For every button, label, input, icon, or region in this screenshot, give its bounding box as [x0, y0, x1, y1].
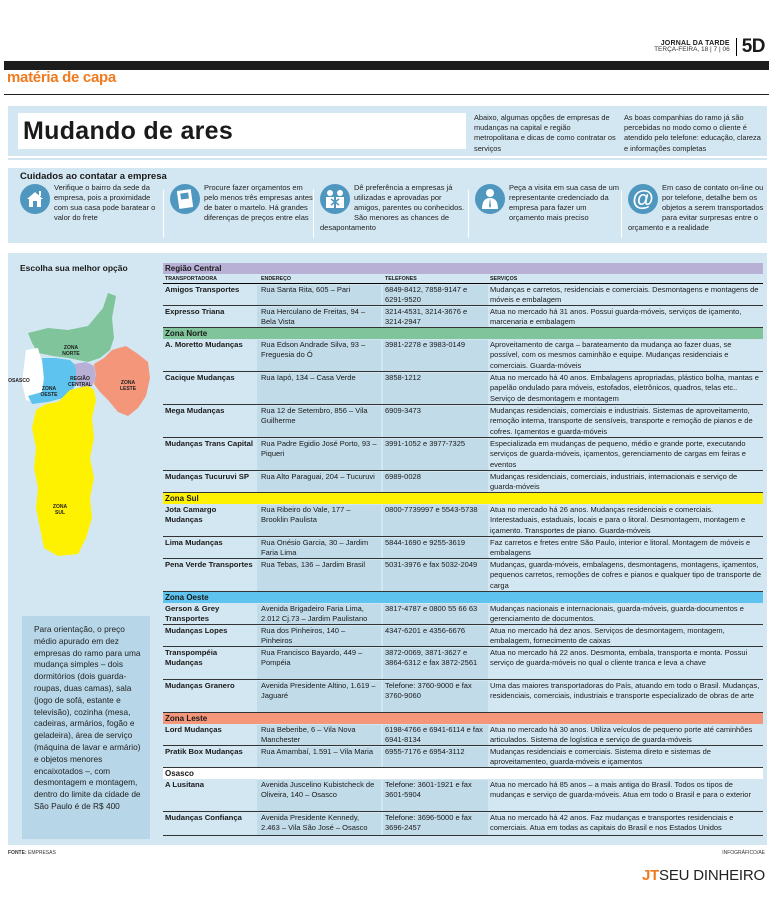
at-sign-icon: @ [628, 184, 658, 214]
company-phones: 3858-1212 [385, 373, 421, 382]
zone-header: Zona Sul [163, 493, 763, 504]
company-address: Rua 12 de Setembro, 856 – Vila Guilherme [261, 406, 368, 426]
section-title: matéria de capa [7, 69, 116, 86]
tip-text: Procure fazer orçamentos em pelo menos três empresas antes de bater o martelo. Há grandes diferenças de preços entre elas [204, 183, 313, 223]
company-address: Rua Beberibe, 6 – Vila Nova Manchester [261, 725, 356, 745]
company-phones: 6955-7176 e 6954-3112 [385, 747, 465, 756]
issue-date: TERÇA-FEIRA, 18 | 7 | 06 [654, 46, 730, 54]
company-address: Rua Edson Andrade Silva, 93 – Freguesia do Ó [261, 340, 366, 360]
zone-header: Zona Oeste [163, 592, 763, 603]
zone-header: Zona Leste [163, 713, 763, 724]
company-phones: 6989-0028 [385, 472, 421, 481]
company-services: Uma das maiores transportadoras do País, atuando em todo o Brasil. Mudanças, residenciais, comerciais, industriais e transporte especializado de obras de arte [490, 681, 760, 701]
table-row [163, 746, 763, 768]
table-row [163, 438, 763, 471]
masthead [654, 36, 765, 58]
company-name: Mega Mudanças [165, 406, 225, 415]
company-phones: 6198-4766 e 6941-6114 e fax 6941-8134 [385, 725, 483, 745]
company-services: Atua no mercado há 22 anos. Desmonta, embala, transporta e monta. Possui serviço de guarda-móveis no qual o cliente tranca e leva a chave [490, 648, 748, 668]
map-title: Escolha sua melhor opção [20, 263, 128, 273]
section-divider [4, 94, 769, 95]
source-note [8, 850, 56, 856]
column-header: SERVIÇOS [490, 276, 518, 282]
company-services: Mudanças residenciais e comerciais. Sistema direto e sistemas de aproveitamenteo, guarda-móveis e içamentos [490, 747, 711, 767]
company-address: Avenida Brigadeiro Faria Lima, 2.012 Cj.73 – Jardim Paulistano [261, 604, 368, 624]
main-panel [8, 253, 767, 845]
source-value: EMPRESAS [28, 850, 56, 856]
company-services: Atua no mercado há 42 anos. Faz mudanças e transportes residenciais e comerciais. Atua em todas as capitais do Brasil e nos Estados Unidos [490, 813, 734, 833]
tip-divider [468, 190, 469, 238]
people-icon [320, 184, 350, 214]
table-row [163, 647, 763, 680]
company-address: Rua Amambaí, 1.591 – Vila Maria [261, 747, 374, 756]
tip-divider [621, 190, 622, 238]
company-services: Atua no mercado há 30 anos. Utiliza veículos de pequeno porte até caminhões articulados. Sistema de logística e serviço de guarda-móveis [490, 725, 753, 745]
table-row [163, 284, 763, 306]
company-address: Rua Padre Egidio José Porto, 93 – Piqueri [261, 439, 377, 459]
company-address: Rua Ribeiro do Vale, 177 – Brooklin Paulista [261, 505, 351, 525]
tips-title: Cuidados ao contatar a empresa [20, 171, 167, 182]
company-services: Mudanças residenciais, comerciais, industriais, internacionais e serviço de guarda-móveis [490, 472, 738, 492]
company-name: A. Moretto Mudanças [165, 340, 243, 349]
table-row [163, 405, 763, 438]
company-address: Rua dos Pinheiros, 140 – Pinheiros [261, 626, 346, 646]
company-phones: 4347-6201 e 4356-6676 [385, 626, 466, 635]
company-services: Mudanças residenciais, comerciais e industriais. Sistemas de aproveitamento, remoção interna, transporte de sensíveis, transporte e remoção de pianos e de cofres. Içamentos e guarda-móveis [490, 406, 753, 436]
house-icon [20, 184, 50, 214]
company-name: Jota Camargo Mudanças [165, 505, 217, 525]
map-region-zona-sul [32, 386, 96, 556]
tip-text: Em caso de contato on-line ou por telefone, detalhe bem os objetos a serem transportados para evitar surpresas entre o orçamento e a realidade [628, 183, 764, 233]
table-row [163, 603, 763, 625]
company-address: Rua Santa Rita, 605 – Pari [261, 285, 351, 294]
company-phones: 6909-3473 [385, 406, 421, 415]
company-services: Atua no mercado há 31 anos. Possui guarda-móveis, serviços de içamento, marcenaria e embalagem [490, 307, 742, 327]
intro-text-secondary: As boas companhias do ramo já são percebidas no modo como o cliente é atendido pelo telefone: educação, clareza e informações completas [624, 113, 761, 153]
section-bar [4, 61, 769, 70]
map-label: OSASCO [8, 378, 30, 384]
company-phones: 0800-7739997 e 5543-5738 [385, 505, 478, 514]
map-label: ZONA LESTE [119, 380, 137, 392]
tip-item [628, 183, 766, 233]
map-label: ZONA SUL [52, 504, 68, 516]
table-row [163, 812, 763, 836]
column-header: TELEFONES [385, 276, 417, 282]
table-row [163, 625, 763, 647]
company-phones: 3872-0069, 3871-3627 e 3864-6312 e fax 3872-2561 [385, 648, 478, 668]
header-panel [8, 106, 767, 156]
company-name: Mudanças Granero [165, 681, 235, 690]
company-address: Rua Onésio Garcia, 30 – Jardim Faria Lima [261, 538, 369, 558]
company-phones: Telefone: 3601-1921 e fax 3601-5904 [385, 780, 472, 800]
company-name: Mudanças Tucuruvi SP [165, 472, 250, 481]
company-services: Aproveitamento de carga – barateamento da mudança ao fazer duas, se possível, com os mesmos caminhão e equipe. Mudanças residenciais e comerciais. Guarda-móveis [490, 340, 732, 370]
company-name: Expresso Triana [165, 307, 225, 316]
company-services: Especializada em mudanças de pequeno, médio e grande porte, executando serviços de guarda-móveis, içamentos, gerenciamento de cargas em feiras e eventos [490, 439, 746, 469]
table-row [163, 339, 763, 372]
masthead-divider [736, 38, 737, 56]
company-phones: 3991-1052 e 3977-7325 [385, 439, 466, 448]
tip-item [170, 183, 316, 223]
column-headers [163, 274, 763, 284]
company-services: Atua no mercado há dez anos. Serviços de desmontagem, montagem, embalagem, fornecimento de caixas [490, 626, 725, 646]
company-address: Rua Tebas, 136 – Jardim Brasil [261, 560, 366, 569]
company-name: Mudanças Confiança [165, 813, 242, 822]
tip-divider [163, 190, 164, 238]
moving-companies-table [163, 263, 763, 836]
page-number: 5D [741, 36, 765, 57]
company-services: Atua no mercado há 26 anos. Mudanças residenciais e comerciais. Interestaduais, estaduais, locais e para o litoral. Desmontagem, montagem e içamento. Transportes de piano. Guarda-móveis [490, 505, 746, 535]
table-row [163, 559, 763, 592]
company-services: Atua no mercado há 85 anos – a mais antiga do Brasil. Todos os tipos de mudanças e serviço de guarda-móveis. Atua em todo o Brasil e para o exterior [490, 780, 751, 800]
map-label: REGIÃO CENTRAL [68, 376, 92, 388]
table-row [163, 372, 763, 405]
table-row [163, 724, 763, 746]
company-address: Rua Francisco Bayardo, 449 – Pompéia [261, 648, 363, 668]
company-phones: 5031-3976 e fax 5032-2049 [385, 560, 478, 569]
representative-icon [475, 184, 505, 214]
intro-text: Abaixo, algumas opções de empresas de mudanças na capital e região metropolitana e dicas de como contratar os serviços [474, 113, 616, 153]
table-row [163, 537, 763, 559]
tip-item [20, 183, 166, 223]
company-phones: Telefone: 3696-5000 e fax 3696-2457 [385, 813, 472, 833]
section-brand [642, 867, 765, 884]
company-phones: 3214-4531, 3214-3676 e 3214-2947 [385, 307, 468, 327]
column-header: TRANSPORTADORA [165, 276, 217, 282]
tips-panel [8, 168, 767, 243]
company-name: Amigos Transportes [165, 285, 240, 294]
map-label: ZONA NORTE [62, 345, 80, 357]
map-label: ZONA OESTE [40, 386, 58, 398]
tip-item [320, 183, 466, 233]
zone-header: Zona Norte [163, 328, 763, 339]
column-header: ENDEREÇO [261, 276, 292, 282]
company-name: Pena Verde Transportes [165, 560, 253, 569]
company-address: Avenida Juscelino Kubistcheck de Oliveira, 140 – Osasco [261, 780, 375, 800]
sao-paulo-zone-map [8, 288, 158, 558]
jt-logo: JT [641, 867, 660, 884]
average-price-note: Para orientação, o preço médio apurado em dez empresas do ramo para uma mudança simples – dois dormitórios (dois guarda-roupas, duas camas), sala (jogo de sofá, estante e televisão), cozinha (mesa, cadeiras, armários, fogão e geladeira), área de serviço (máquina de lavar e armário) e objetos menores encaixotados –, com desmontagem e montagem, dentro do limite da cidade de São Paulo é de R$ 400 [22, 616, 150, 839]
infographic-credit: INFOGRÁFICO/AE [722, 850, 765, 856]
brand-name: SEU DINHEIRO [659, 867, 765, 884]
table-row [163, 779, 763, 812]
tip-text: Dê preferência a empresas já utilizadas e aprovadas por amigos, parentes ou conhecidos. São menores as chances de desapontamento [320, 183, 465, 233]
company-name: Lord Mudanças [165, 725, 222, 734]
company-name: Transpompéia Mudanças [165, 648, 218, 668]
company-services: Mudanças, guarda-móveis, embalagens, desmontagens, montagens, içamentos, pequenos carretos, remoções de cofres e pianos e qualquer tipo de transporte de carga [490, 560, 762, 590]
tip-divider [313, 190, 314, 238]
company-services: Mudanças nacionais e internacionais, guarda-móveis, guarda-documentos e gerenciamento de documentos. [490, 604, 744, 624]
company-address: Avenida Presidente Altino, 1.619 – Jaguaré [261, 681, 376, 701]
tip-text: Peça a visita em sua casa de um representante credenciado da empresa para fazer um orçamento mais preciso [509, 183, 620, 223]
company-phones: 3817-4787 e 0800 55 66 63 [385, 604, 478, 613]
newspaper-name: JORNAL DA TARDE [660, 39, 730, 47]
zone-header: Osasco [163, 768, 763, 779]
table-row [163, 504, 763, 537]
zone-header: Região Central [163, 263, 763, 274]
company-name: Lima Mudanças [165, 538, 223, 547]
company-services: Atua no mercado há 40 anos. Embalagens apropriadas, plástico bolha, mantas e papelão ondulado para móveis, estofados, eletrônicos, quadros, telas etc.. Serviço de desmontagem e montagem [490, 373, 759, 403]
header-underline [8, 158, 767, 160]
table-row [163, 306, 763, 328]
tip-item [475, 183, 621, 223]
table-row [163, 680, 763, 713]
company-phones: Telefone: 3760-9000 e fax 3760-9060 [385, 681, 472, 701]
company-address: Avenida Presidente Kennedy, 2.463 – Vila São José – Osasco [261, 813, 368, 833]
table-row [163, 471, 763, 493]
company-phones: 6849-8412, 7858-9147 e 6291-9520 [385, 285, 468, 305]
company-services: Faz carretos e fretes entre São Paulo, interior e litoral. Montagem de móveis e embalagens [490, 538, 751, 558]
company-name: Pratik Box Mudanças [165, 747, 243, 756]
company-name: Mudanças Lopes [165, 626, 228, 635]
company-name: A Lusitana [165, 780, 205, 789]
company-phones: 3981-2278 e 3983-0149 [385, 340, 466, 349]
company-phones: 5844-1690 e 9255-3619 [385, 538, 466, 547]
tip-text: Verifique o bairro da sede da empresa, pois a proximidade com sua casa pode baratear o valor do frete [54, 183, 156, 223]
document-icon [170, 184, 200, 214]
source-label: FONTE: [8, 850, 27, 856]
company-address: Rua Herculano de Freitas, 94 – Bela Vista [261, 307, 366, 327]
company-services: Mudanças e carretos, residenciais e comerciais. Desmontagens e montagens de móveis e embalagem [490, 285, 759, 305]
company-name: Cacique Mudanças [165, 373, 235, 382]
company-name: Mudanças Trans Capital [165, 439, 254, 448]
company-address: Rua Iapó, 134 – Casa Verde [261, 373, 356, 382]
company-name: Gerson & Grey Transportes [165, 604, 220, 624]
page-title: Mudando de ares [18, 113, 466, 149]
company-address: Rua Alto Paraguai, 204 – Tucuruvi [261, 472, 375, 481]
